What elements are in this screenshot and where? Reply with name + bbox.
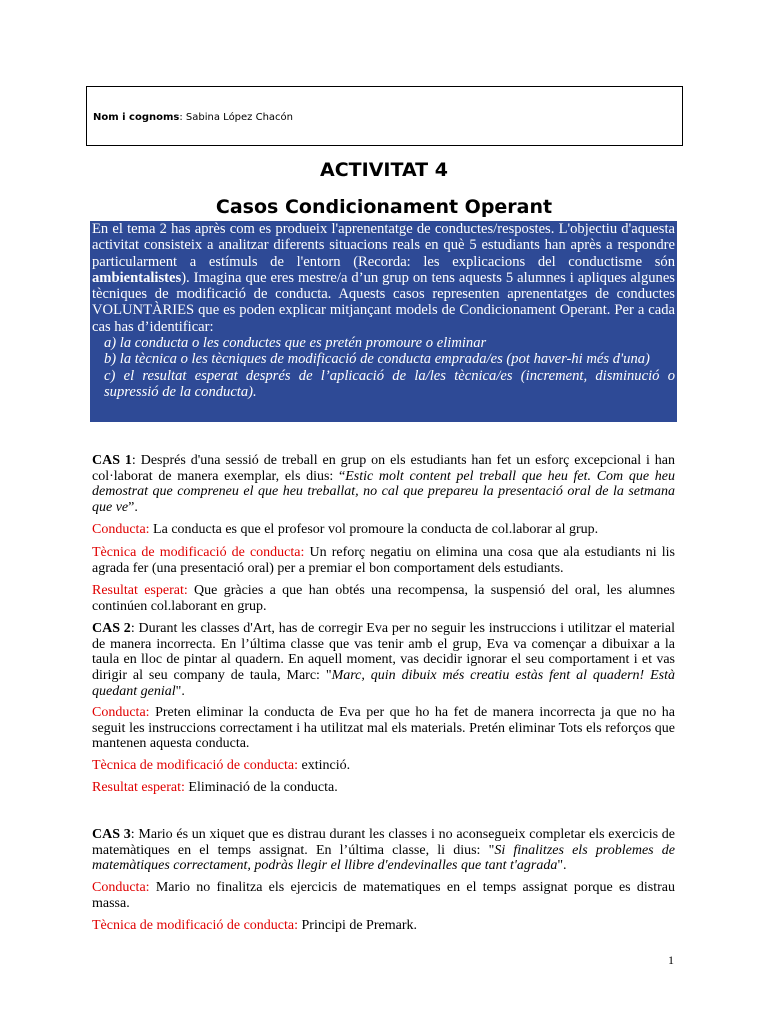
page-title: ACTIVITAT 4	[320, 159, 448, 181]
label-conducta: Conducta:	[92, 705, 150, 720]
cas2-end: ".	[175, 683, 185, 699]
cas3-tecnica	[92, 918, 675, 934]
cas1-conducta	[92, 522, 675, 538]
cas2-conducta-text: Preten eliminar la conducta de Eva per que ho ha fet de manera incorrecta ja que no ha seguit les instruccions correctament i ha utilitzat mal els materials. Pretén eliminar Tots els reforços que mantenen aquesta conducta.	[92, 705, 675, 752]
cas2-heading: CAS 2	[92, 621, 131, 636]
cas1-resultat-text: Que gràcies a que han obtés una recompensa, la suspensió del oral, les alumnes continúen col.laborant en grup.	[92, 583, 675, 614]
label-tecnica: Tècnica de modificació de conducta:	[92, 918, 299, 933]
cas1-tecnica	[92, 545, 675, 576]
cas2-conducta	[92, 705, 675, 752]
label-tecnica: Tècnica de modificació de conducta:	[92, 758, 299, 773]
cas2-resultat	[92, 780, 675, 796]
intro-bold: ambientalistes	[92, 269, 182, 286]
cas1-text: : Després d'una sessió de treball en grup on els estudiants han fet un esforç excepcional i han col·laborat de manera exemplar, els dius: “	[92, 453, 675, 484]
cas3-conducta-text: Mario no finalitza els ejercicis de matematiques en el temps assignat porque es distrau massa.	[92, 880, 675, 911]
cas2-quote: Marc, quin dibuix més creatiu estàs fent al quadern! Està quedant genial	[92, 668, 675, 699]
page-subtitle: Casos Condicionament Operant	[215, 196, 553, 218]
label-resultat: Resultat esperat:	[92, 780, 185, 795]
cas3-text: : Mario és un xiquet que es distrau durant les classes i no aconsegueix completar els exercicis de matemàtiques en el temps assignat. En l’última classe, li dius: "	[92, 827, 675, 858]
cas1-heading: CAS 1	[92, 453, 132, 468]
label-conducta: Conducta:	[92, 880, 150, 895]
name-label: Nom i cognoms	[93, 112, 180, 123]
cas3-conducta	[92, 880, 675, 911]
cas1-end: ”.	[128, 500, 138, 516]
cas2-statement	[92, 621, 675, 700]
intro-item-a: a) la conducta o les conductes que es pretén promoure o eliminar	[104, 335, 487, 352]
cas1-resultat	[92, 583, 675, 614]
cas2-resultat-text: Eliminació de la conducta.	[184, 780, 338, 795]
intro-text-b: ). Imagina que eres mestre/a d’un grup on tens aquests 5 alumnes i apliques algunes tècniques de modificació de conducta. Aquests casos representen aprenentatges de conductes VOLUNTÀRIES que es poden explicar mitjançant models de Condicionament Operant. Per a cada cas has d’identificar:	[92, 269, 675, 335]
name-value: : Sabina López Chacón	[179, 112, 294, 123]
cas1-quote: Estic molt content pel treball que heu fet. Com que heu demostrat que compreneu el que heu treballat, no cal que prepareu la presentació oral de la setmana que ve	[92, 468, 675, 516]
cas3-statement	[92, 827, 675, 874]
label-tecnica: Tècnica de modificació de conducta:	[92, 545, 305, 560]
intro-item-c: c) el resultat esperat després de l’aplicació de la/les tècnica/es (increment, disminució o supressió de la conducta).	[104, 367, 675, 400]
cas3-tecnica-text: Principi de Premark.	[298, 918, 417, 933]
page-number: 1	[668, 953, 674, 967]
intro-text-a: En el tema 2 has après com es produeix l'aprenentatge de conductes/respostes. L'objectiu d'aquesta activitat consisteix a analitzar diferents situacions reals en què 5 estudiants han après a respondre particularment a estímuls de l'entorn (Recorda: les explicacions del conductisme són	[92, 221, 675, 270]
cas1-statement	[92, 453, 675, 516]
cas3-end: ".	[557, 858, 567, 874]
label-conducta: Conducta:	[92, 522, 150, 537]
label-resultat: Resultat esperat:	[92, 583, 188, 598]
cas2-tecnica-text: extinció.	[298, 758, 351, 773]
cas3-quote: Si finalitzes els problemes de matemàtiques correctament, podràs llegir el llibre d'endevinalles que tant t'agrada	[92, 842, 675, 874]
cas3-heading: CAS 3	[92, 827, 131, 842]
cas1-tecnica-text: Un reforç negatiu on elimina una cosa que ala estudiants ni lis agrada fer (una presentació oral) per a premiar el bon comportament dels estudiants.	[92, 545, 675, 576]
intro-box	[90, 221, 677, 422]
name-box	[86, 86, 683, 146]
name-line	[93, 112, 293, 123]
cas2-text: : Durant les classes d'Art, has de corregir Eva per no seguir les instruccions i utilitzar el material de manera incorrecta. En l’última classe que vas tenir amb el grup, Eva va començar a dibuixar a la taula en lloc de pintar al quadern. En aquell moment, vas decidir ignorar el seu comportament i et vas dirigir al seu company de taula, Marc: "	[92, 621, 675, 684]
cas2-tecnica	[92, 758, 675, 774]
intro-paragraph	[92, 221, 675, 335]
intro-item-b: b) la tècnica o les tècniques de modificació de conducta emprada/es (pot haver-hi més d'una)	[104, 351, 650, 368]
cas1-conducta-text: La conducta es que el profesor vol promoure la conducta de col.laborar al grup.	[149, 522, 599, 537]
